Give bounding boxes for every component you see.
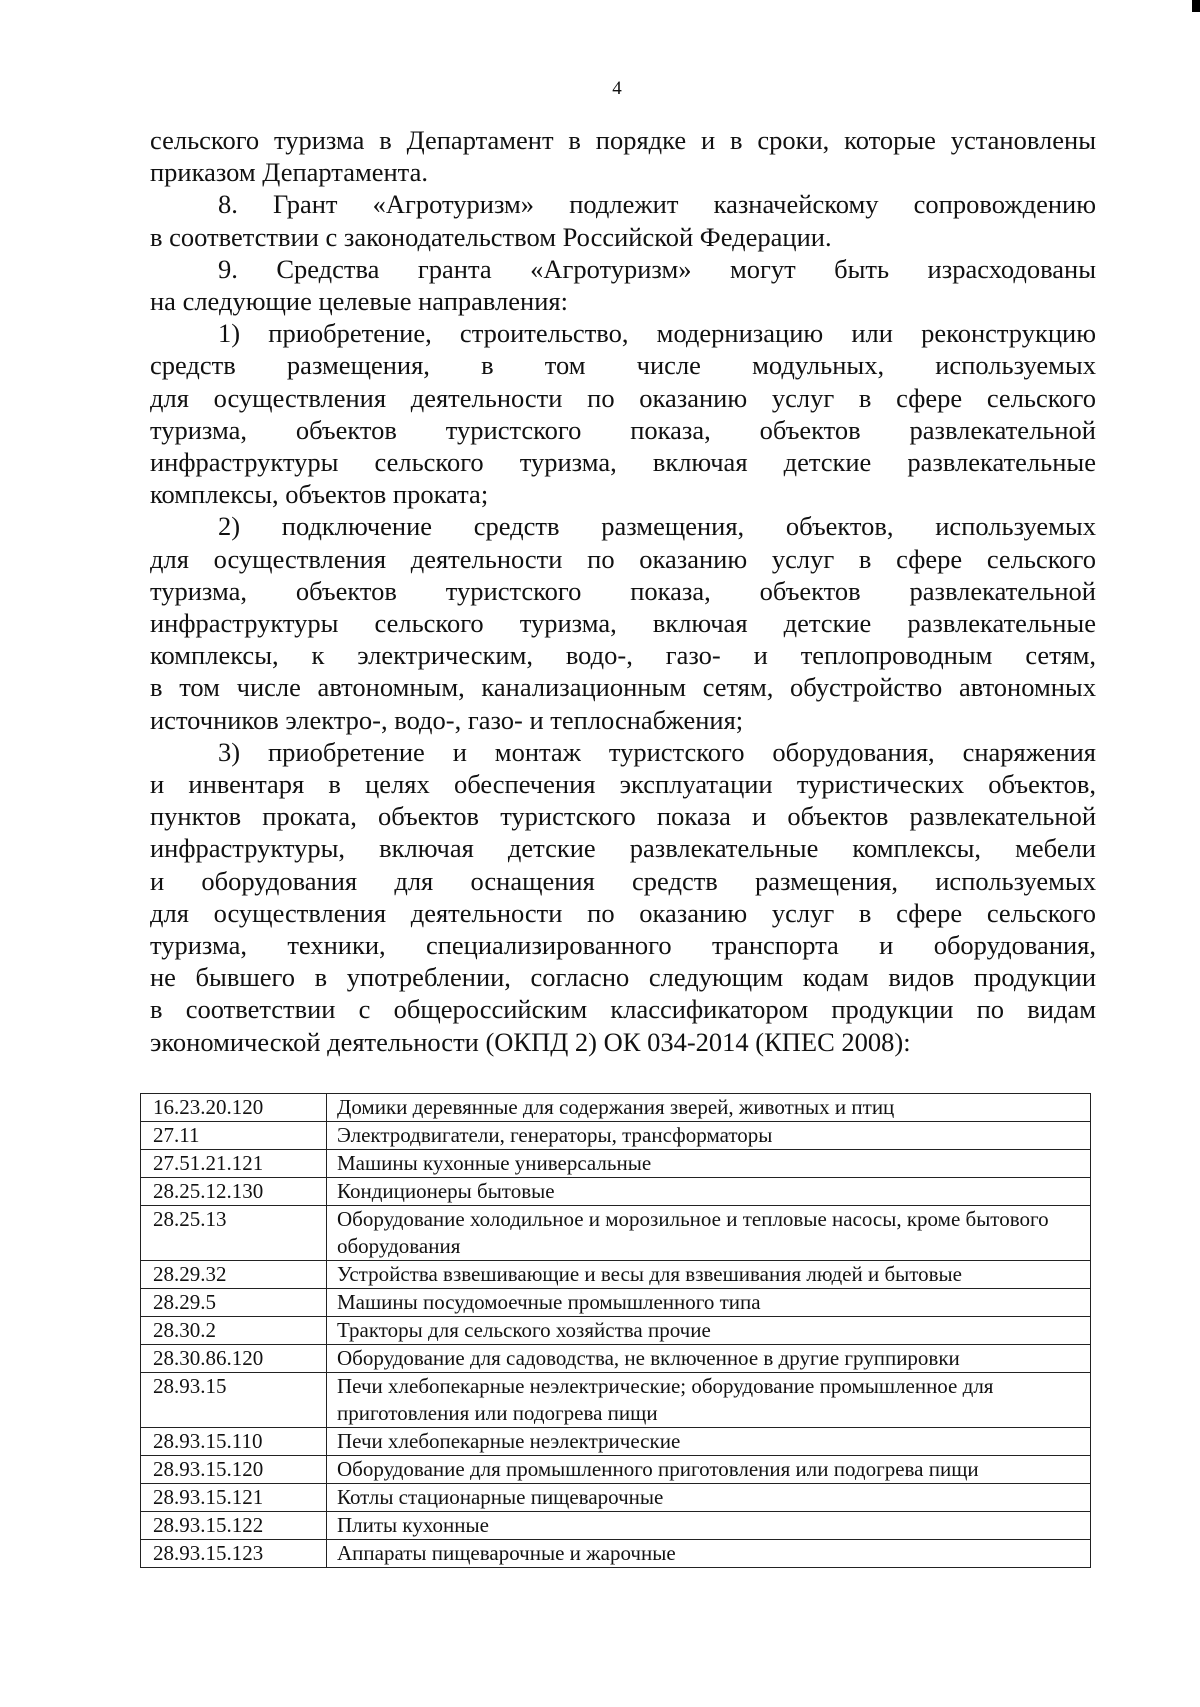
text-line: сельского туризма в Департамент в порядке и в сроки, которые установлены [150, 125, 1096, 155]
product-description-cell: Печи хлебопекарные неэлектрические [327, 1428, 1091, 1456]
product-description-cell: Оборудование для промышленного приготовления или подогрева пищи [327, 1456, 1091, 1484]
table-row [141, 1456, 1091, 1484]
okpd-code-cell: 28.30.2 [141, 1317, 327, 1345]
okpd-code-cell: 28.25.13 [141, 1206, 327, 1261]
text-line: туризма, объектов туристского показа, объектов развлекательной [150, 575, 1096, 606]
product-description-cell: Тракторы для сельского хозяйства прочие [327, 1317, 1091, 1345]
text-line: в соответствии с законодательством Российской Федерации. [150, 221, 832, 252]
okpd-code-cell: 27.11 [141, 1122, 327, 1150]
text-line: источников электро-, водо-, газо- и теплоснабжения; [150, 704, 744, 735]
okpd-code-cell: 28.93.15.120 [141, 1456, 327, 1484]
text-line: средств размещения, в том числе модульных, используемых [150, 350, 1096, 381]
text-line: 9. Средства гранта «Агротуризм» могут быть израсходованы [218, 253, 1096, 284]
okpd-code-cell: 16.23.20.120 [141, 1094, 327, 1122]
text-line: 3) приобретение и монтаж туристского оборудования, снаряжения [218, 736, 1096, 767]
product-description-cell: Плиты кухонные [327, 1512, 1091, 1540]
text-line: и инвентаря в целях обеспечения эксплуатации туристических объектов, [150, 769, 1096, 800]
product-description-cell: Аппараты пищеварочные и жарочные [327, 1540, 1091, 1568]
table-row [141, 1540, 1091, 1568]
text-line: 8. Грант «Агротуризм» подлежит казначейскому сопровождению [218, 189, 1096, 220]
okpd-code-cell: 27.51.21.121 [141, 1150, 327, 1178]
product-description-cell: Котлы стационарные пищеварочные [327, 1484, 1091, 1512]
okpd-code-cell: 28.93.15.121 [141, 1484, 327, 1512]
text-line: для осуществления деятельности по оказанию услуг в сфере сельского [150, 543, 1096, 574]
text-line: инфраструктуры сельского туризма, включая детские развлекательные [150, 608, 1096, 639]
okpd-code-cell: 28.29.5 [141, 1289, 327, 1317]
text-line: не бывшего в употреблении, согласно следующим кодам видов продукции [150, 962, 1096, 993]
text-line: для осуществления деятельности по оказанию услуг в сфере сельского [150, 382, 1096, 413]
okpd-code-cell: 28.25.12.130 [141, 1178, 327, 1206]
text-line: инфраструктуры сельского туризма, включая детские развлекательные [150, 447, 1096, 478]
table-row [141, 1206, 1091, 1261]
table-row [141, 1289, 1091, 1317]
text-line: инфраструктуры, включая детские развлекательные комплексы, мебели [150, 833, 1096, 864]
table-row [141, 1150, 1091, 1178]
product-description-cell: Оборудование холодильное и морозильное и тепловые насосы, кроме бытового оборудования [327, 1206, 1091, 1261]
product-description-cell: Электродвигатели, генераторы, трансформаторы [327, 1122, 1091, 1150]
table-row [141, 1261, 1091, 1289]
product-description-cell: Машины кухонные универсальные [327, 1150, 1091, 1178]
table-row [141, 1317, 1091, 1345]
table-row [141, 1484, 1091, 1512]
product-description-cell: Машины посудомоечные промышленного типа [327, 1289, 1091, 1317]
okpd-code-cell: 28.30.86.120 [141, 1345, 327, 1373]
text-line: туризма, объектов туристского показа, объектов развлекательной [150, 414, 1096, 445]
table-row [141, 1512, 1091, 1540]
okpd-code-table [140, 1093, 1091, 1568]
text-line: туризма, техники, специализированного транспорта и оборудования, [150, 930, 1096, 961]
text-line: экономической деятельности (ОКПД 2) ОК 034-2014 (КПЕС 2008): [150, 1026, 911, 1057]
okpd-code-cell: 28.93.15 [141, 1373, 327, 1428]
text-line: пунктов проката, объектов туристского показа и объектов развлекательной [150, 801, 1096, 832]
scan-corner-mark [1192, 0, 1200, 12]
document-body [150, 124, 1096, 1058]
text-line: приказом Департамента. [150, 157, 428, 188]
okpd-code-cell: 28.93.15.123 [141, 1540, 327, 1568]
text-line: для осуществления деятельности по оказанию услуг в сфере сельского [150, 897, 1096, 928]
product-description-cell: Домики деревянные для содержания зверей, животных и птиц [327, 1094, 1091, 1122]
table-row [141, 1122, 1091, 1150]
table-row [141, 1178, 1091, 1206]
text-line: 1) приобретение, строительство, модернизацию или реконструкцию [218, 318, 1096, 349]
text-line: комплексы, объектов проката; [150, 479, 489, 510]
table-row [141, 1094, 1091, 1122]
text-line: комплексы, к электрическим, водо-, газо- и теплопроводным сетям, [150, 640, 1096, 671]
table-row [141, 1373, 1091, 1428]
text-line: 2) подключение средств размещения, объектов, используемых [218, 511, 1096, 542]
text-line: в том числе автономным, канализационным сетям, обустройство автономных [150, 672, 1096, 703]
product-description-cell: Печи хлебопекарные неэлектрические; оборудование промышленное для приготовления или подогрева пищи [327, 1373, 1091, 1428]
okpd-code-cell: 28.29.32 [141, 1261, 327, 1289]
text-line: на следующие целевые направления: [150, 286, 568, 317]
table-row [141, 1428, 1091, 1456]
code-table-body [141, 1094, 1091, 1568]
product-description-cell: Устройства взвешивающие и весы для взвешивания людей и бытовые [327, 1261, 1091, 1289]
page-number: 4 [612, 78, 622, 99]
table-row [141, 1345, 1091, 1373]
okpd-code-cell: 28.93.15.122 [141, 1512, 327, 1540]
text-line: в соответствии с общероссийским классификатором продукции по видам [150, 994, 1096, 1025]
text-line: и оборудования для оснащения средств размещения, используемых [150, 865, 1096, 896]
product-description-cell: Кондиционеры бытовые [327, 1178, 1091, 1206]
okpd-code-cell: 28.93.15.110 [141, 1428, 327, 1456]
product-description-cell: Оборудование для садоводства, не включенное в другие группировки [327, 1345, 1091, 1373]
